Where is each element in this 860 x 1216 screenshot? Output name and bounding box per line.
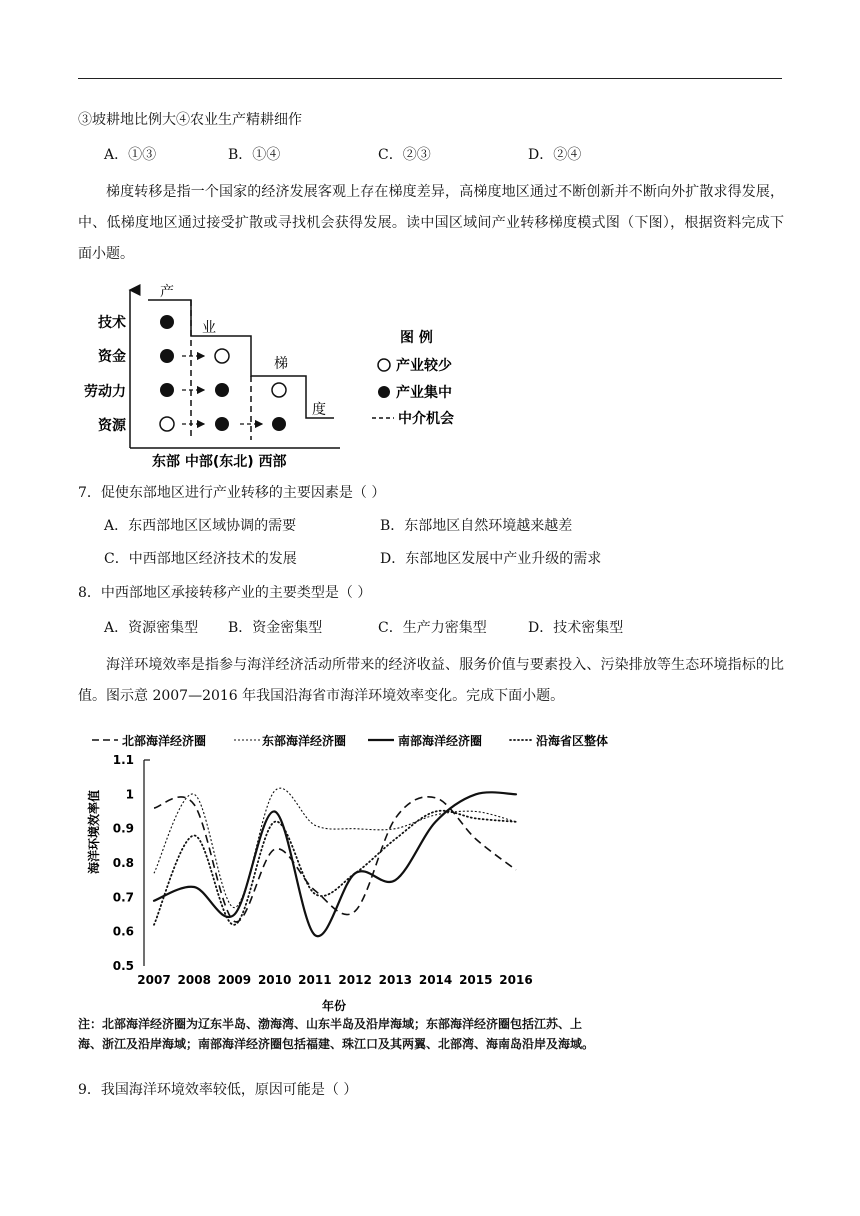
industry-less-dot: [215, 349, 229, 363]
header-rule: [78, 78, 782, 79]
q7-option-a[interactable]: A．东西部地区区域协调的需要: [104, 518, 297, 534]
legend-less-label: 产业较少: [396, 358, 452, 374]
x-tick-label: 2016: [499, 973, 533, 987]
q7-option-b[interactable]: B．东部地区自然环境越来越差: [380, 518, 573, 534]
step-char-2: 业: [202, 320, 216, 336]
industry-concentrated-dot: [272, 417, 286, 431]
row-label-capital: 资金: [98, 349, 126, 365]
q6-line: ③坡耕地比例大④农业生产精耕细作: [78, 112, 302, 128]
q6-option-a[interactable]: A．①③: [104, 147, 157, 163]
q6-option-c[interactable]: C．②③: [378, 147, 431, 163]
legend-intermediary-label: 中介机会: [398, 411, 454, 427]
row-label-tech: 技术: [98, 315, 126, 331]
q8-option-d[interactable]: D．技术密集型: [528, 620, 624, 636]
x-tick-label: 2009: [217, 973, 252, 987]
x-tick-label: 2012: [338, 973, 372, 987]
x-tick-label: 2015: [459, 973, 493, 987]
chart-x-axis-title: 年份: [321, 999, 347, 1013]
industry-concentrated-dot: [160, 383, 174, 397]
series-lines: [154, 788, 516, 936]
legend-title: 图 例: [400, 330, 433, 346]
gradient-diagram: [78, 280, 478, 470]
legend-concentrated-icon: [378, 386, 390, 398]
step-char-3: 梯: [274, 356, 288, 372]
step-char-1: 产: [160, 284, 174, 300]
q8-stem: 8．中西部地区承接转移产业的主要类型是（ ）: [78, 585, 372, 601]
legend-less-icon: [378, 359, 390, 371]
chart-note: 注：北部海洋经济圈为辽东半岛、渤海湾、山东半岛及沿岸海域；东部海洋经济圈包括江苏、上海、浙江及沿岸海域；南部海洋经济圈包括福建、珠江口及其两翼、北部湾、海南岛沿岸及海域。: [78, 1017, 595, 1051]
x-tick-label: 2011: [298, 973, 332, 987]
y-tick-labels: [113, 753, 134, 973]
row-label-resource: 资源: [98, 418, 126, 434]
legend-east-label: 东部海洋经济圈: [262, 734, 347, 748]
y-tick-label: 0.5: [112, 959, 134, 973]
x-tick-labels: [137, 973, 532, 987]
legend-overall-label: 沿海省区整体: [536, 734, 609, 748]
legend-south-label: 南部海洋经济圈: [398, 734, 483, 748]
industry-less-dot: [272, 383, 286, 397]
passage-gradient: 梯度转移是指一个国家的经济发展客观上存在梯度差异，高梯度地区通过不断创新并不断向外扩散求得发展，中、低梯度地区通过接受扩散或寻找机会获得发展。读中国区域间产业转移梯度模式图（下图），根据资料完成下面小题。: [78, 184, 784, 262]
gradient-step-line: [148, 300, 334, 418]
x-tick-label: 2007: [137, 973, 171, 987]
q8-option-b[interactable]: B．资金密集型: [228, 620, 323, 636]
row-label-labor: 劳动力: [84, 384, 126, 400]
q6-option-b[interactable]: B．①④: [228, 147, 281, 163]
q8-option-a[interactable]: A．资源密集型: [104, 620, 199, 636]
step-char-4: 度: [312, 402, 326, 418]
industry-concentrated-dot: [160, 349, 174, 363]
q9-stem: 9．我国海洋环境效率较低，原因可能是（ ）: [78, 1082, 358, 1098]
south-series-line: [154, 792, 516, 936]
industry-concentrated-dot: [160, 315, 174, 329]
gradient-x-axis-label: 东部 中部(东北) 西部: [152, 454, 287, 470]
passage-marine: 海洋环境效率是指参与海洋经济活动所带来的经济收益、服务价值与要素投入、污染排放等生态环境指标的比值。图示意 2007—2016 年我国沿海省市海洋环境效率变化。完成下面小题。: [78, 657, 784, 704]
industry-concentrated-dot: [215, 383, 229, 397]
chart-y-axis-title: 海洋环境效率值: [87, 789, 101, 875]
q8-option-c[interactable]: C．生产力密集型: [378, 620, 487, 636]
legend-north-label: 北部海洋经济圈: [122, 734, 207, 748]
marine-efficiency-chart: [78, 722, 609, 1018]
y-tick-label: 1.1: [112, 753, 134, 767]
y-tick-label: 1: [125, 787, 134, 802]
q7-stem: 7．促使东部地区进行产业转移的主要因素是（ ）: [78, 485, 386, 501]
x-tick-label: 2014: [418, 973, 453, 987]
q7-option-c[interactable]: C．中西部地区经济技术的发展: [104, 551, 297, 567]
y-tick-label: 0.7: [112, 890, 134, 905]
x-tick-label: 2013: [378, 973, 413, 987]
x-tick-label: 2008: [177, 973, 211, 987]
y-tick-label: 0.6: [112, 924, 134, 939]
legend-concentrated-label: 产业集中: [396, 385, 452, 401]
q6-option-d[interactable]: D．②④: [528, 147, 582, 163]
y-tick-label: 0.9: [112, 821, 134, 836]
industry-concentrated-dot: [215, 417, 229, 431]
y-tick-label: 0.8: [112, 856, 134, 870]
industry-less-dot: [160, 417, 174, 431]
x-tick-label: 2010: [257, 973, 292, 987]
q7-option-d[interactable]: D．东部地区发展中产业升级的需求: [380, 551, 602, 567]
